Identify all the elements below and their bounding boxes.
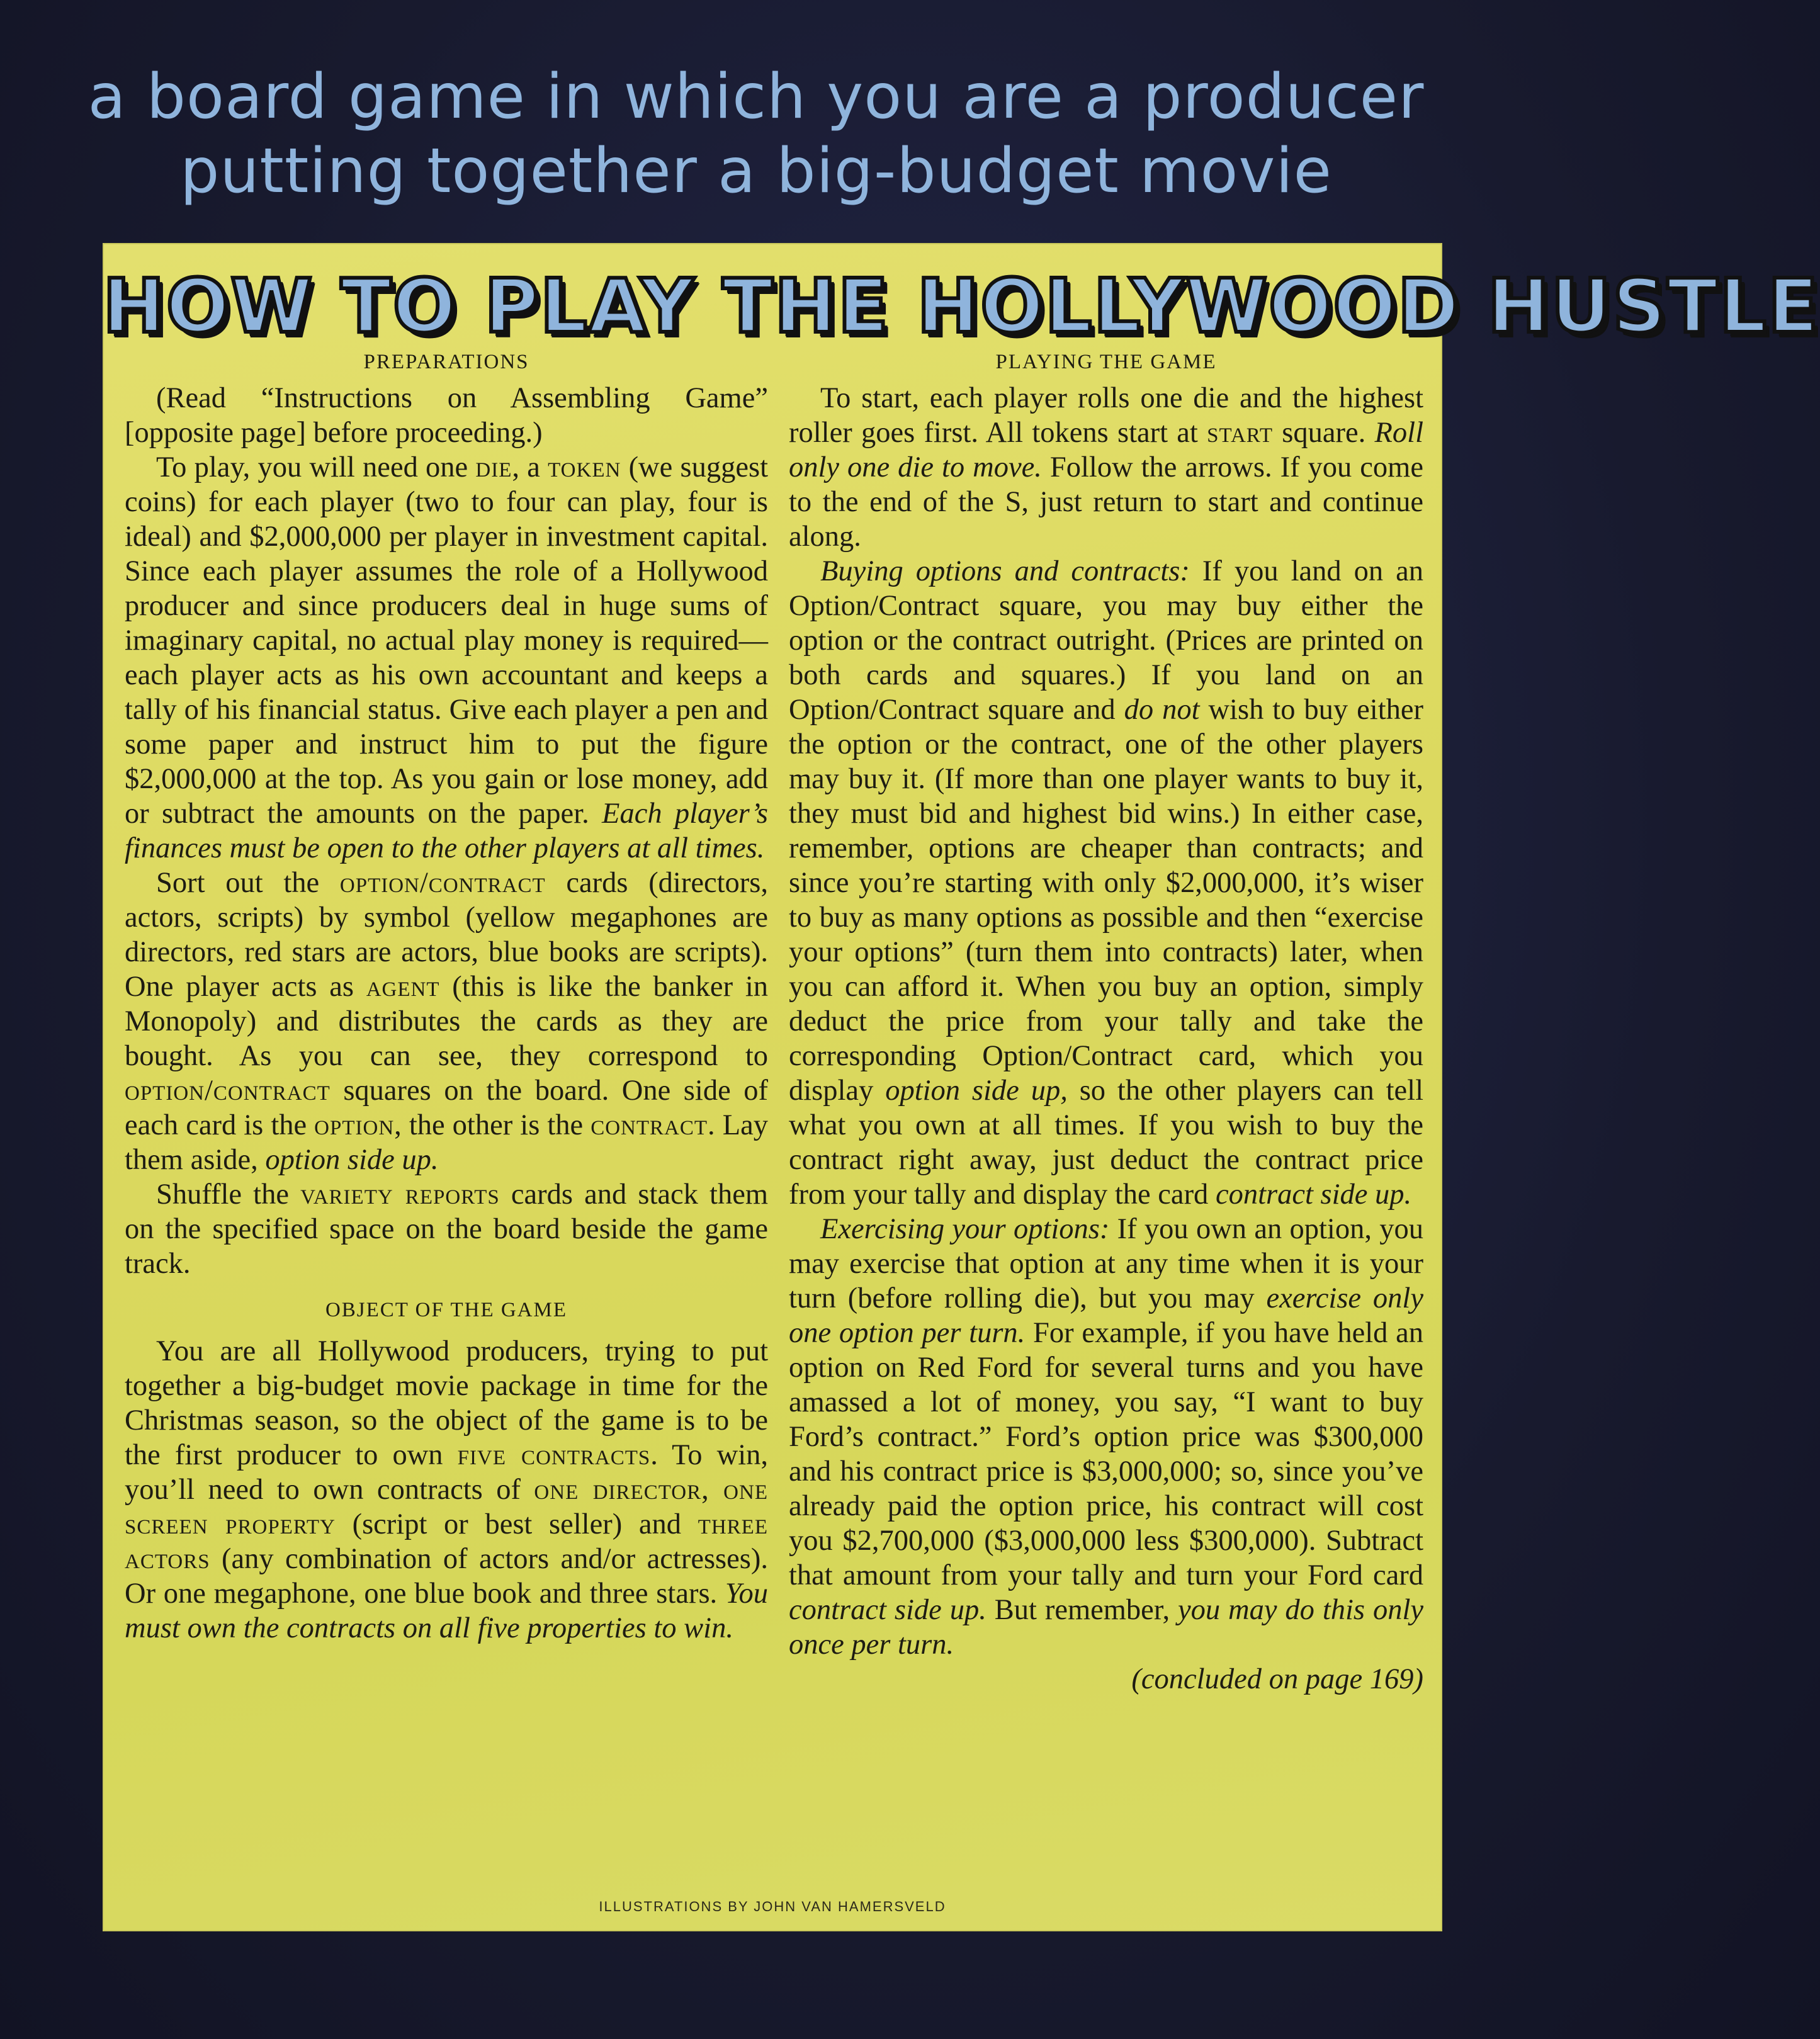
headline-line-2: putting together a big-budget movie xyxy=(180,135,1332,207)
illustration-credit: ILLUSTRATIONS BY JOHN VAN HAMERSVELD xyxy=(599,1899,946,1914)
paragraph-buying-options: Buying options and contracts: If you land on an Option/Contract square, you may buy either the option or the contract outright. (Prices are printed on both cards and squares.) If you land on an Option/Contract square and do not wish to buy either the option or the contract, one of the other players may buy it. (If more than one player wants to buy it, they must bid and highest bid wins.) In either case, remember, options are cheaper than contracts; and since you’re starting with only $2,000,000, it’s wiser to buy as many options as possible and then “exercise your options” (turn them into contracts) later, when you can afford it. When you buy an option, simply deduct the price from your tally and take the corresponding Option/Contract card, which you display option side up, so the other players can tell what you own at all times. If you wish to buy the contract right away, just deduct the contract price from your tally and display the card contract side up. xyxy=(789,555,1423,1211)
heading-playing: PLAYING THE GAME xyxy=(995,351,1217,373)
paragraph-object: You are all Hollywood producers, trying to put together a big-budget movie package in time for the Christmas season, so the object of the game is to be the first producer to own five contracts. To win, you’ll need to own contracts of one director, one screen property (script or best seller) and three actors (any combination of actors and/or actresses). Or one megaphone, one blue book and three stars. You must own the contracts on all five properties to win. xyxy=(125,1335,769,1644)
instructions-panel xyxy=(103,243,1820,1931)
headline-line-1: a board game in which you are a producer xyxy=(88,61,1425,133)
paragraph-read-instructions: (Read “Instructions on Assembling Game” [opposite page] before proceeding.) xyxy=(125,382,768,449)
concluded-note: (concluded on page 169) xyxy=(1131,1663,1423,1695)
paragraph-shuffle: Shuffle the variety reports cards and stack them on the specified space on the board beside the game track. xyxy=(125,1178,769,1280)
paragraph-to-start: To start, each player rolls one die and the highest roller goes first. All tokens start at start square. Roll only one die to move. Follow the arrows. If you come to the end of the S, just return to start and continue along. xyxy=(789,382,1423,553)
paragraph-to-play: To play, you will need one die, a token (we suggest coins) for each player (two to four can play, four is ideal) and $2,000,000 per player in investment capital. Since each player assumes the role of a Hollywood producer and since producers deal in huge sums of imaginary capital, no actual play money is required—each player acts as his own accountant and keeps a tally of his financial status. Give each player a pen and some paper and instruct him to put the figure $2,000,000 at the top. As you gain or lose money, add or subtract the amounts on the paper. Each player’s finances must be open to the other players at all times. xyxy=(125,451,768,864)
heading-preparations: PREPARATIONS xyxy=(363,351,529,373)
right-column xyxy=(789,347,1423,1697)
paragraph-sort-cards: Sort out the option/contract cards (directors, actors, scripts) by symbol (yellow megaphones are directors, red stars are actors, blue books are scripts). One player acts as agent (this is like the banker in Monopoly) and distributes the cards as they are bought. As you can see, they correspond to option/contract squares on the board. One side of each card is the option, the other is the contract. Lay them aside, option side up. xyxy=(125,867,768,1176)
left-column xyxy=(125,347,768,1646)
paragraph-exercising-options: Exercising your options: If you own an option, you may exercise that option at any time when it is your turn (before rolling die), but you may exercise only one option per turn. For example, if you have held an option on Red Ford for several turns and you have amassed a lot of money, you say, “I want to buy Ford’s contract.” Ford’s option price was $300,000 and his contract price is $3,000,000; so, since you’ve already paid the option price, his contract will cost you $2,700,000 ($3,000,000 less $300,000). Subtract that amount from your tally and turn your Ford card contract side up. But remember, you may do this only once per turn. xyxy=(789,1213,1423,1661)
page-headline xyxy=(0,60,1512,208)
banner-title: HOW TO PLAY THE HOLLYWOOD HUSTLE xyxy=(103,263,1820,349)
heading-object: OBJECT OF THE GAME xyxy=(325,1299,568,1321)
